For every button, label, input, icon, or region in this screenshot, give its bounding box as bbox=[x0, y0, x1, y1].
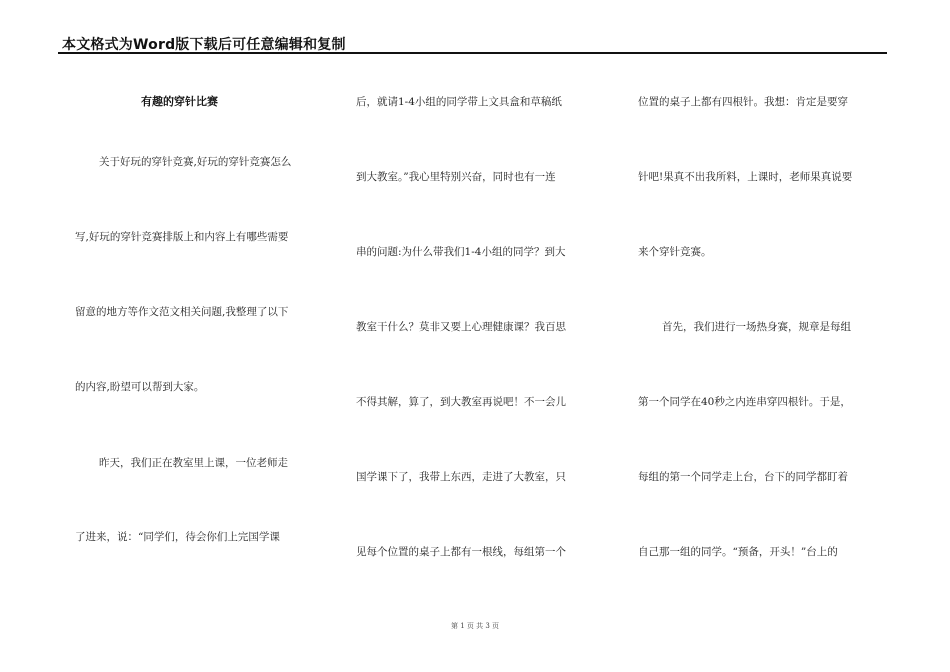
text-line: 自己那一组的同学。“预备，开头！”台上的 bbox=[638, 546, 838, 558]
text-line: 留意的地方等作文范文相关问题,我整理了以下 bbox=[75, 306, 289, 318]
text-line: 第一个同学在40秒之内连串穿四根针。于是， bbox=[638, 396, 851, 408]
text-line: 见每个位置的桌子上都有一根线，每组第一个 bbox=[356, 546, 566, 558]
document-header: 本文格式为Word版下载后可任意编辑和复制 bbox=[62, 37, 346, 53]
header-rule bbox=[58, 52, 887, 54]
text-line: 昨天，我们正在教室里上课，一位老师走 bbox=[99, 457, 288, 469]
article-title: 有趣的穿针比赛 bbox=[141, 95, 218, 108]
text-line: 后，就请1-4小组的同学带上文具盒和草稿纸 bbox=[356, 96, 562, 108]
text-line: 每组的第一个同学走上台，台下的同学都盯着 bbox=[638, 471, 848, 483]
text-line: 位置的桌子上都有四根针。我想：肯定是要穿 bbox=[638, 96, 848, 108]
text-line: 不得其解，算了，到大教室再说吧！不一会儿 bbox=[356, 396, 566, 408]
text-line: 了进来，说：“同学们，待会你们上完国学课 bbox=[75, 531, 280, 543]
text-line: 国学课下了，我带上东西，走进了大教室，只 bbox=[356, 471, 566, 483]
text-line: 首先，我们进行一场热身赛，规章是每组 bbox=[662, 321, 851, 333]
text-line: 到大教室。”我心里特别兴奋，同时也有一连 bbox=[356, 171, 556, 183]
text-line: 关于好玩的穿针竞赛,好玩的穿针竞赛怎么 bbox=[99, 156, 292, 168]
page-footer: 第 1 页 共 3 页 bbox=[450, 622, 500, 630]
text-line: 串的问题:为什么带我们1-4小组的同学？到大 bbox=[356, 246, 566, 258]
text-line: 写,好玩的穿针竞赛排版上和内容上有哪些需要 bbox=[75, 231, 289, 243]
text-line: 教室干什么？莫非又要上心理健康课？我百思 bbox=[356, 321, 566, 333]
text-line: 的内容,盼望可以帮到大家。 bbox=[75, 381, 205, 393]
text-line: 针吧!果真不出我所料，上课时，老师果真说要 bbox=[638, 171, 853, 183]
text-line: 来个穿针竞赛。 bbox=[638, 246, 712, 258]
